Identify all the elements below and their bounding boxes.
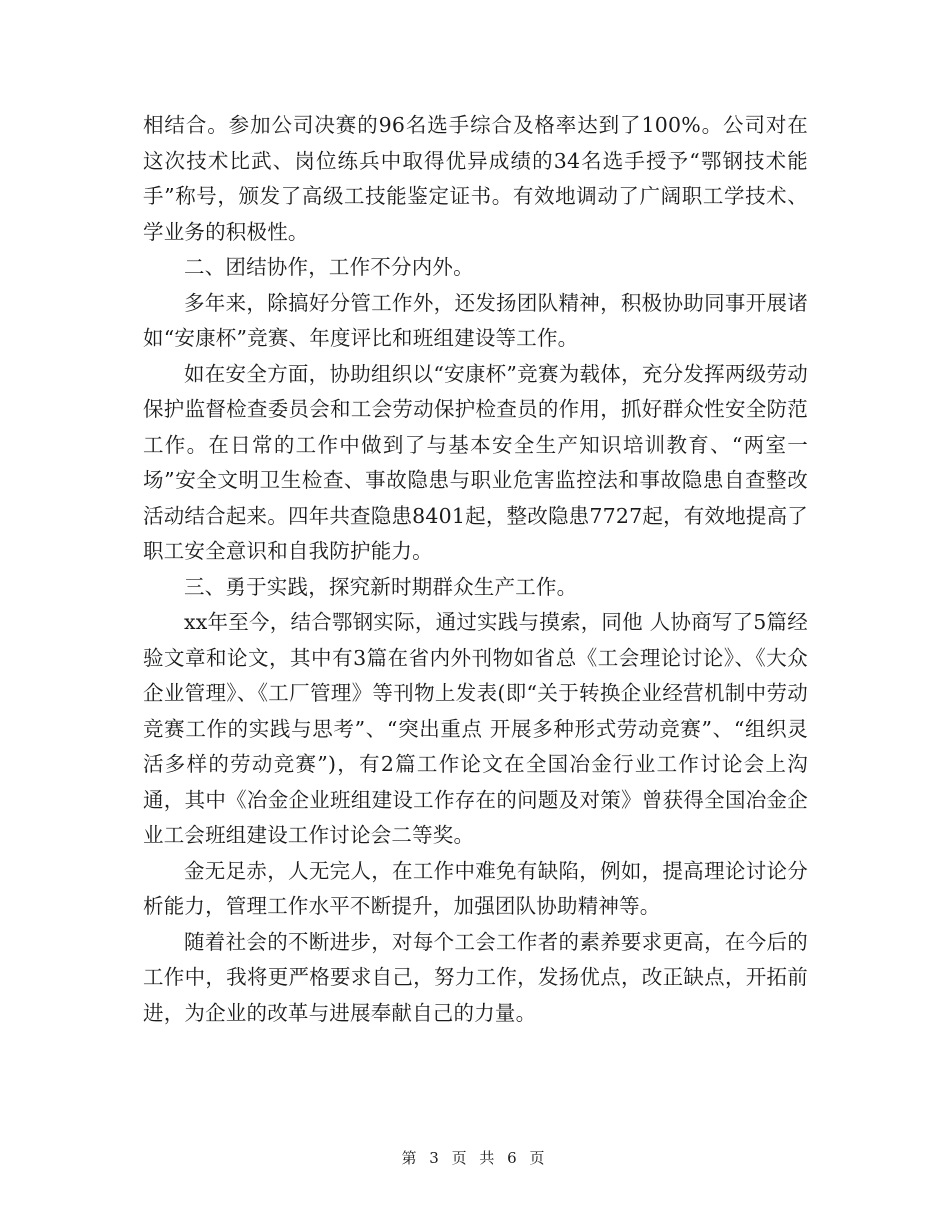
- section-heading-3: 三、勇于实践，探究新时期群众生产工作。: [184, 574, 578, 599]
- page-number-footer: 第 3 页 共 6 页: [401, 1149, 549, 1167]
- paragraph-conclusion: 随着社会的不断进步，对每个工会工作者的素养要求更高，在今后的工作中，我将更严格要求自己，努力工作，发扬优点，改正缺点，开拓前进，为企业的改革与进展奉献自己的力量。: [143, 929, 808, 1025]
- section-heading-2: 二、团结协作，工作不分内外。: [184, 255, 474, 279]
- paragraph-safety: 如在安全方面，协助组织以“安康杯”竞赛为载体，充分发挥两级劳动保护监督检查委员会和工会劳动保护检查员的作用，抓好群众性安全防范工作。在日常的工作中做到了与基本安全生产知识培训教育、“两室一场”安全文明卫生检查、事故隐患与职业危害监控法和事故隐患自查整改活动结合起来。四年共查隐患8401起，整改隐患7727起，有效地提高了职工安全意识和自我防护能力。: [143, 361, 808, 563]
- paragraph-continuation: 相结合。参加公司决赛的96名选手综合及格率达到了100%。公司对在这次技术比武、岗位练兵中取得优异成绩的34名选手授予“鄂钢技术能手”称号，颁发了高级工技能鉴定证书。有效地调动了广阔职工学技术、学业务的积极性。: [143, 113, 808, 244]
- paragraph-shortcomings: 金无足赤，人无完人，在工作中难免有缺陷，例如，提高理论讨论分析能力，管理工作水平不断提升，加强团队协助精神等。: [143, 858, 808, 918]
- paragraph-teamwork: 多年来，除搞好分管工作外，还发扬团队精神，积极协助同事开展诸如“安康杯”竞赛、年度评比和班组建设等工作。: [143, 290, 808, 350]
- document-body: [143, 108, 808, 1031]
- paragraph-papers: xx年至今，结合鄂钢实际，通过实践与摸索，同他 人协商写了5篇经验文章和论文，其中有3篇在省内外刊物如省总《工会理论讨论》、《大众企业管理》、《工厂管理》等刊物上发表(即“关于转换企业经营机制中劳动竞赛工作的实践与思考”、“突出重点 开展多种形式劳动竞赛”、“组织灵活多样的劳动竞赛”)，有2篇工作论文在全国冶金行业工作讨论会上沟通，其中《冶金企业班组建设工作存在的问题及对策》曾获得全国冶金企业工会班组建设工作讨论会二等奖。: [143, 610, 808, 847]
